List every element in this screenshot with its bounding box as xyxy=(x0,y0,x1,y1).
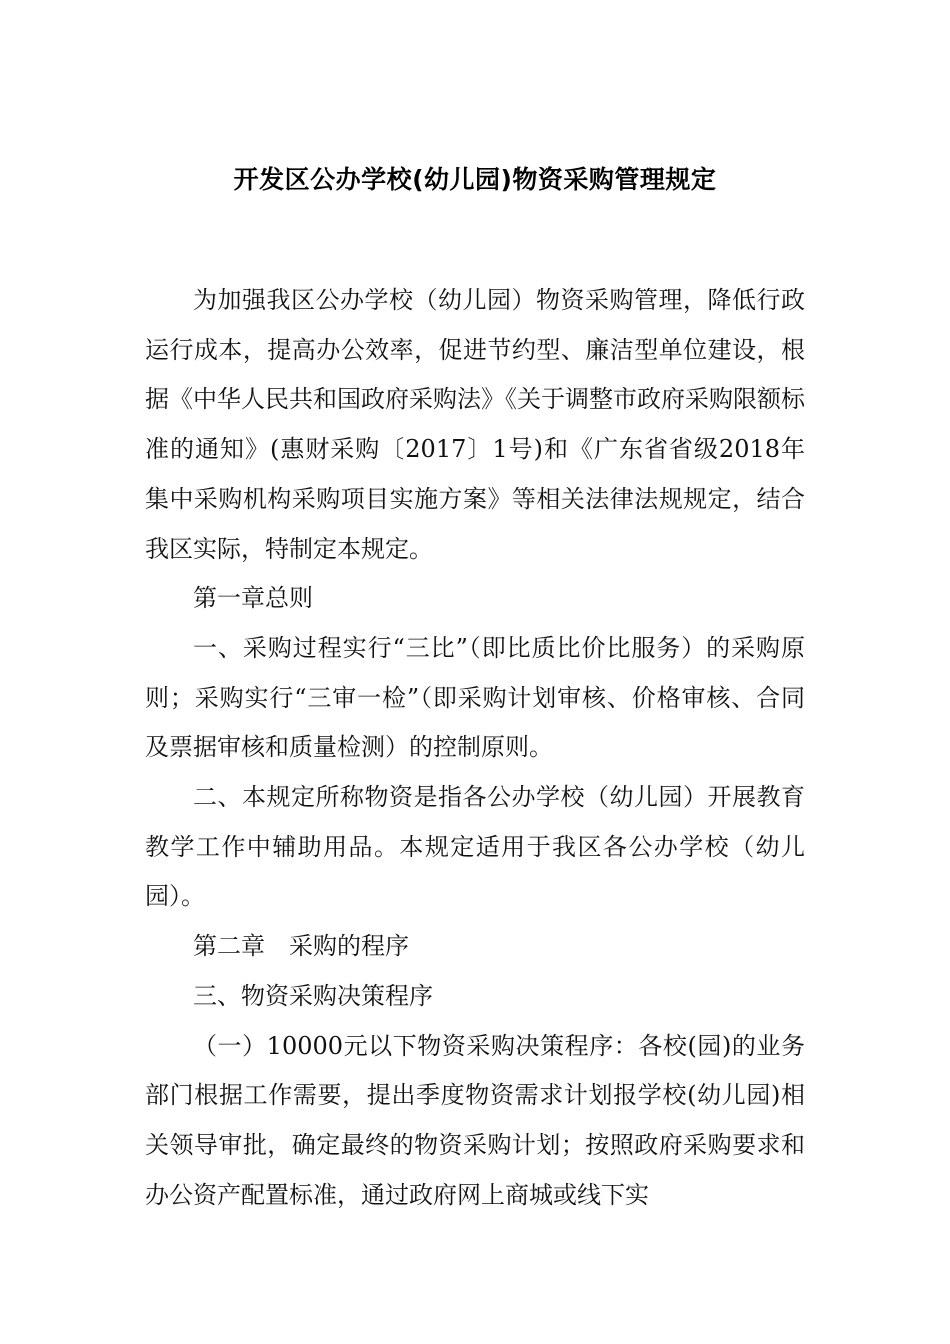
article-3-item-1-paragraph: （一）10000元以下物资采购决策程序：各校(园)的业务部门根据工作需要，提出季度物资需求计划报学校(幼儿园)相关领导审批，确定最终的物资采购计划；按照政府采购要求和办公资产配置标准，通过政府网上商城或线下实 xyxy=(145,1031,805,1209)
document-title: 开发区公办学校(幼儿园)物资采购管理规定 xyxy=(233,165,717,194)
article-3-heading: 三、物资采购决策程序 xyxy=(193,981,433,1010)
article-1-paragraph: 一、采购过程实行“三比”（即比质比价比服务）的采购原则；采购实行“三审一检”（即采购计划审核、价格审核、合同及票据审核和质量检测）的控制原则。 xyxy=(145,633,805,762)
chapter-2-heading: 第二章 采购的程序 xyxy=(193,932,409,961)
document-body xyxy=(145,276,805,1220)
intro-paragraph: 为加强我区公办学校（幼儿园）物资采购管理，降低行政运行成本，提高办公效率，促进节约型、廉洁型单位建设，根据《中华人民共和国政府采购法》《关于调整市政府采购限额标准的通知》(惠财采购〔2017〕1号)和《广东省省级2018年集中采购机构采购项目实施方案》等相关法律法规规定，结合我区实际，特制定本规定。 xyxy=(145,286,805,563)
article-2-paragraph: 二、本规定所称物资是指各公办学校（幼儿园）开展教育教学工作中辅助用品。本规定适用于我区各公办学校（幼儿园）。 xyxy=(145,783,805,911)
chapter-1-heading: 第一章总则 xyxy=(193,584,313,613)
